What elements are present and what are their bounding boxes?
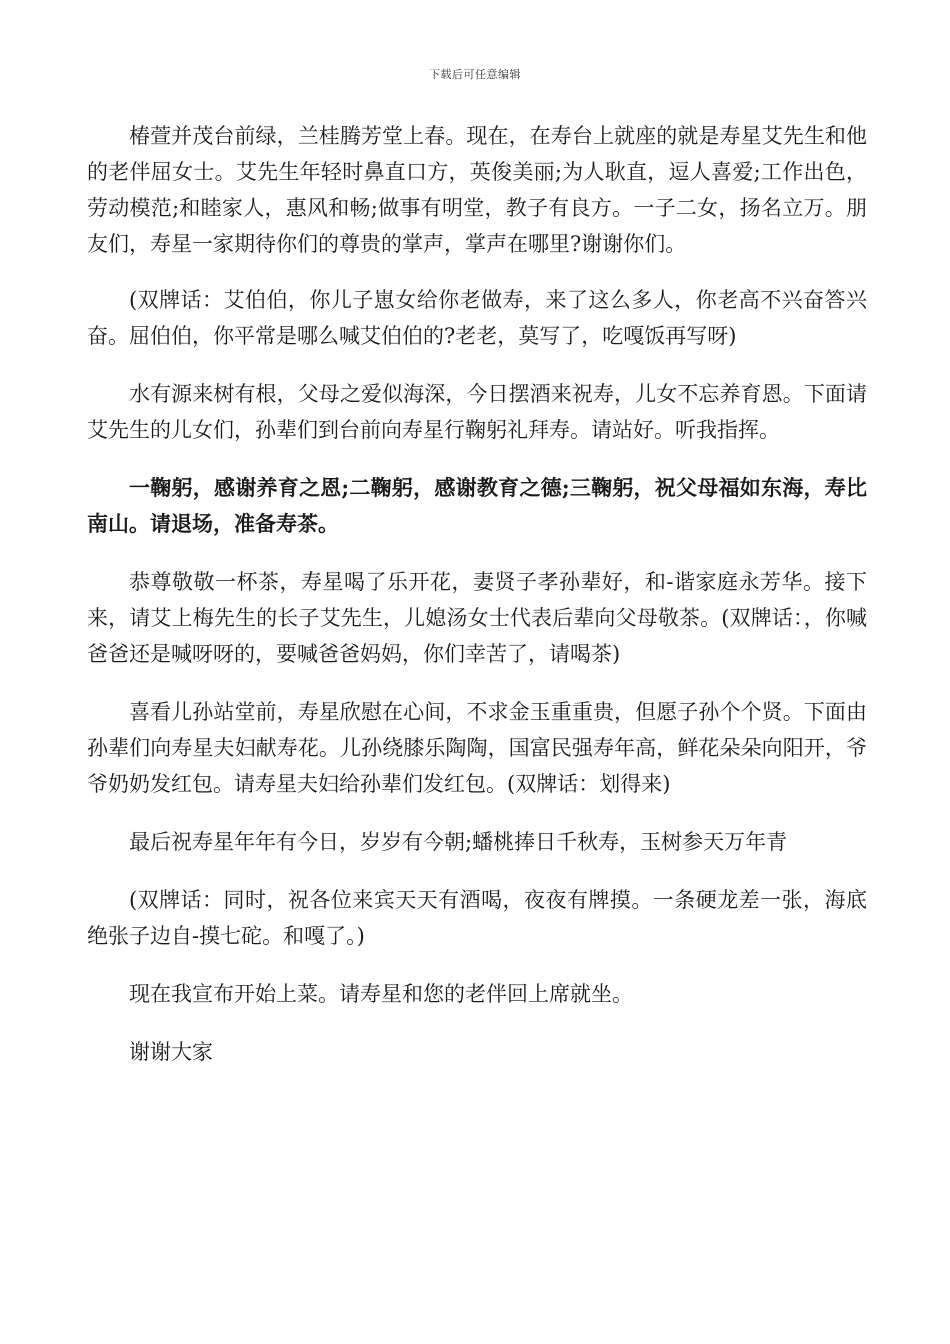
- paragraph-1: 椿萱并茂台前绿，兰桂腾芳堂上春。现在，在寿台上就座的就是寿星艾先生和他的老伴屈女士。艾先生年轻时鼻直口方，英俊美丽;为人耿直，逗人喜爱;工作出色，劳动模范;和睦家人，惠风和畅;做事有明堂，教子有良方。一子二女，扬名立万。朋友们，寿星一家期待你们的尊贵的掌声，掌声在哪里?谢谢你们。: [87, 124, 867, 256]
- paragraph-10: 谢谢大家: [129, 1040, 213, 1064]
- document-body: [87, 118, 867, 1092]
- paragraph-6: 喜看儿孙站堂前，寿星欣慰在心间，不求金玉重重贵，但愿子孙个个贤。下面由孙辈们向寿星夫妇献寿花。儿孙绕膝乐陶陶，国富民强寿年高，鲜花朵朵向阳开，爷爷奶奶发红包。请寿星夫妇给孙辈们发红包。(双牌话：划得来): [87, 700, 867, 796]
- paragraph-7: 最后祝寿星年年有今日，岁岁有今朝;蟠桃捧日千秋寿，玉树参天万年青: [129, 830, 788, 854]
- paragraph-3: 水有源来树有根，父母之爱似海深，今日摆酒来祝寿，儿女不忘养育恩。下面请艾先生的儿女们，孙辈们到台前向寿星行鞠躬礼拜寿。请站好。听我指挥。: [87, 382, 867, 442]
- paragraph-5: 恭尊敬敬一杯茶，寿星喝了乐开花，妻贤子孝孙辈好，和-谐家庭永芳华。接下来，请艾上梅先生的长子艾先生，儿媳汤女士代表后辈向父母敬茶。(双牌话：，你喊爸爸还是喊呀呀的，要喊爸爸妈妈，你们幸苦了，请喝茶): [87, 570, 867, 666]
- page-header: 下载后可任意编辑: [429, 68, 521, 81]
- paragraph-4-bold: 一鞠躬，感谢养育之恩;二鞠躬，感谢教育之德;三鞠躬，祝父母福如东海，寿比南山。请退场，准备寿茶。: [87, 475, 867, 536]
- paragraph-8: (双牌话：同时，祝各位来宾天天有酒喝，夜夜有牌摸。一条硬龙差一张，海底绝张子边自-摸七砣。和嘎了。): [87, 888, 867, 948]
- paragraph-2: (双牌话：艾伯伯，你儿子崽女给你老做寿，来了这么多人，你老高不兴奋答兴奋。屈伯伯，你平常是哪么喊艾伯伯的?老老，莫写了，吃嘎饭再写呀): [87, 288, 867, 348]
- paragraph-9: 现在我宣布开始上菜。请寿星和您的老伴回上席就坐。: [129, 982, 633, 1006]
